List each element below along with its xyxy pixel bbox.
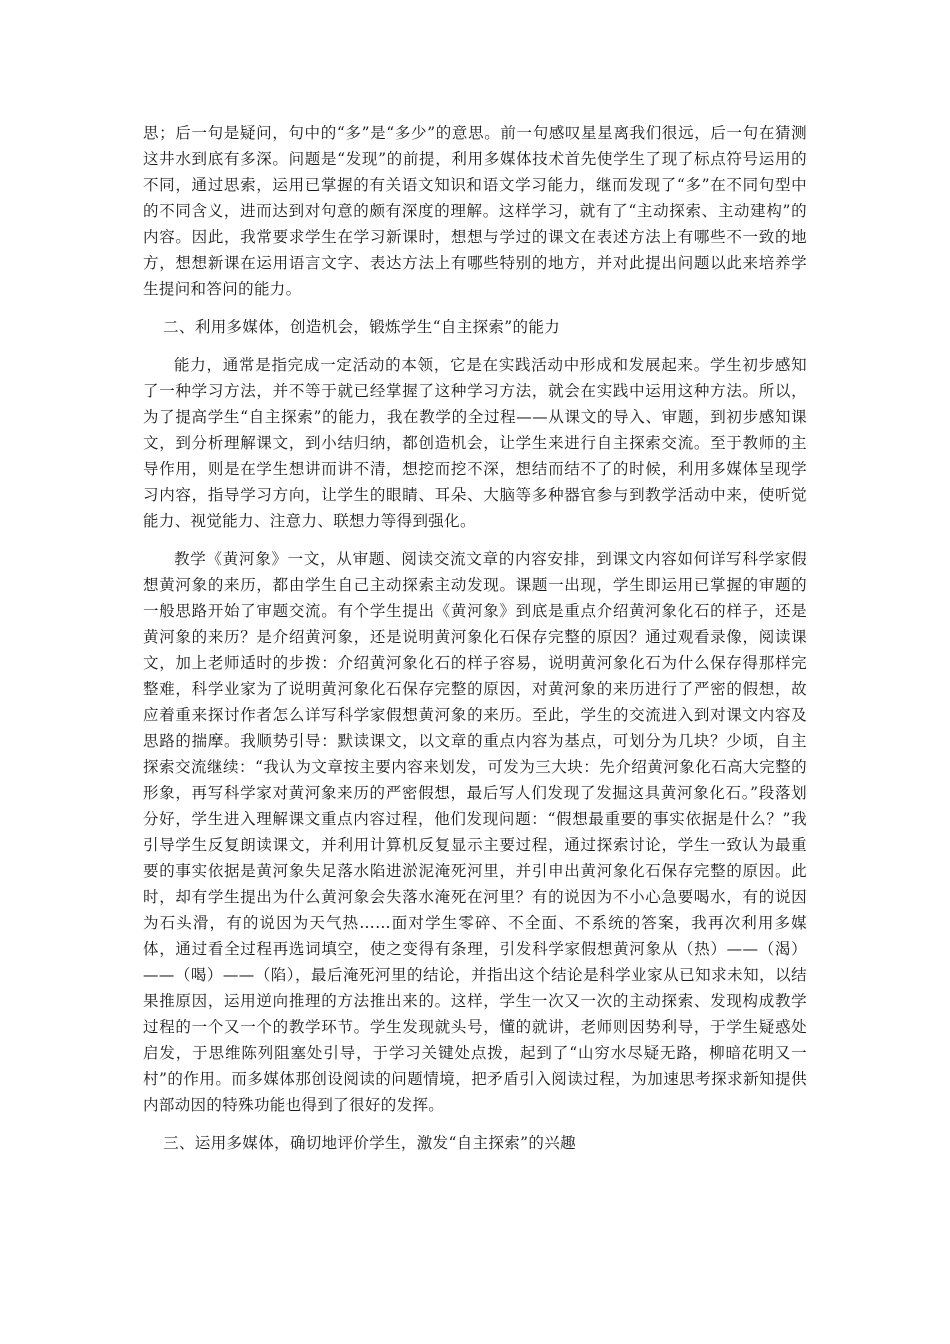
paragraph-continued: 思；后一句是疑问，句中的“多”是“多少”的意思。前一句感叹星星离我们很远，后一句在猜测这井水到底有多深。问题是“发现”的前提，利用多媒体技术首先使学生了现了标点符号运用的不同，通过思索，运用已掌握的有关语文知识和语文学习能力，继而发现了“多”在不同句型中的不同含义，进而达到对句意的颇有深度的理解。这样学习，就有了“主动探索、主动建构”的内容。因此，我常要求学生在学习新课时，想想与学过的课文在表述方法上有哪些不一致的地方，想想新课在运用语言文字、表达方法上有哪些特别的地方，并对此提出问题以此来培养学生提问和答问的能力。 [143,124,807,298]
section-heading-2: 二、利用多媒体，创造机会，锻炼学生“自主探索”的能力 [163,318,561,336]
paragraph-ability: 能力，通常是指完成一定活动的本领，它是在实践活动中形成和发展起来。学生初步感知了一种学习方法，并不等于就已经掌握了这种学习方法，就会在实践中运用这种方法。所以，为了提高学生“自主探索”的能力，我在教学的全过程——从课文的导入、审题，到初步感知课文，到分析理解课文，到小结归纳，都创造机会，让学生来进行自主探索交流。至于教师的主导作用，则是在学生想讲而讲不清，想挖而挖不深，想结而结不了的时候，利用多媒体呈现学习内容，指导学习方向，让学生的眼睛、耳朵、大脑等多种器官参与到教学活动中来，使听觉能力、视觉能力、注意力、联想力等得到强化。 [143,356,807,530]
section-heading-3: 三、运用多媒体，确切地评价学生，激发“自主探索”的兴趣 [163,1134,576,1152]
paragraph-yellow-river-elephant: 教学《黄河象》一文，从审题、阅读交流文章的内容安排，到课文内容如何详写科学家假想黄河象的来历，都由学生自己主动探索主动发现。课题一出现，学生即运用已掌握的审题的一般思路开始了审题交流。有个学生提出《黄河象》到底是重点介绍黄河象化石的样子，还是黄河象的来历？是介绍黄河象，还是说明黄河象化石保存完整的原因？通过观看录像，阅读课文，加上老师适时的步拨：介绍黄河象化石的样子容易，说明黄河象化石为什么保存得那样完整难，科学业家为了说明黄河象化石保存完整的原因，对黄河象的来历进行了严密的假想，故应着重来探讨作者怎么详写科学家假想黄河象的来历。至此，学生的交流进入到对课文内容及思路的揣摩。我顺势引导：默读课文，以文章的重点内容为基点，可划分为几块？少顷，自主探索交流继续：“我认为文章按主要内容来划发，可发为三大块：先介绍黄河象化石高大完整的形象，再写科学家对黄河象来历的严密假想，最后写人们发现了发掘这具黄河象化石。”段落划分好，学生进入理解课文重点内容过程，他们发现问题：“假想最重要的事实依据是什么？”我引导学生反复朗读课文，并利用计算机反复显示主要过程，通过探索讨论，学生一致认为最重要的事实依据是黄河象失足落水陷进淤泥淹死河里，并引申出黄河象化石保存完整的原因。此时，却有学生提出为什么黄河象会失落水淹死在河里？有的说因为不小心急要喝水，有的说因为石头滑，有的说因为天气热……面对学生零碎、不全面、不系统的答案，我再次利用多媒体，通过看全过程再选词填空，使之变得有条理，引发科学家假想黄河象从（热）——（渴）——（喝）——（陷），最后淹死河里的结论，并指出这个结论是科学业家从已知求未知，以结果推原因，运用逆向推理的方法推出来的。这样，学生一次又一次的主动探索、发现构成教学过程的一个又一个的教学环节。学生发现就头号，懂的就讲，老师则因势利导，于学生疑惑处启发，于思维陈列阻塞处引导，于学习关键处点拨，起到了“山穷水尽疑无路，柳暗花明又一村”的作用。而多媒体那创设阅读的问题情境，把矛盾引入阅读过程，为加速思考探求新知提供内部动因的特殊功能也得到了很好的发挥。 [143,550,807,1114]
document-body [143,120,807,1156]
